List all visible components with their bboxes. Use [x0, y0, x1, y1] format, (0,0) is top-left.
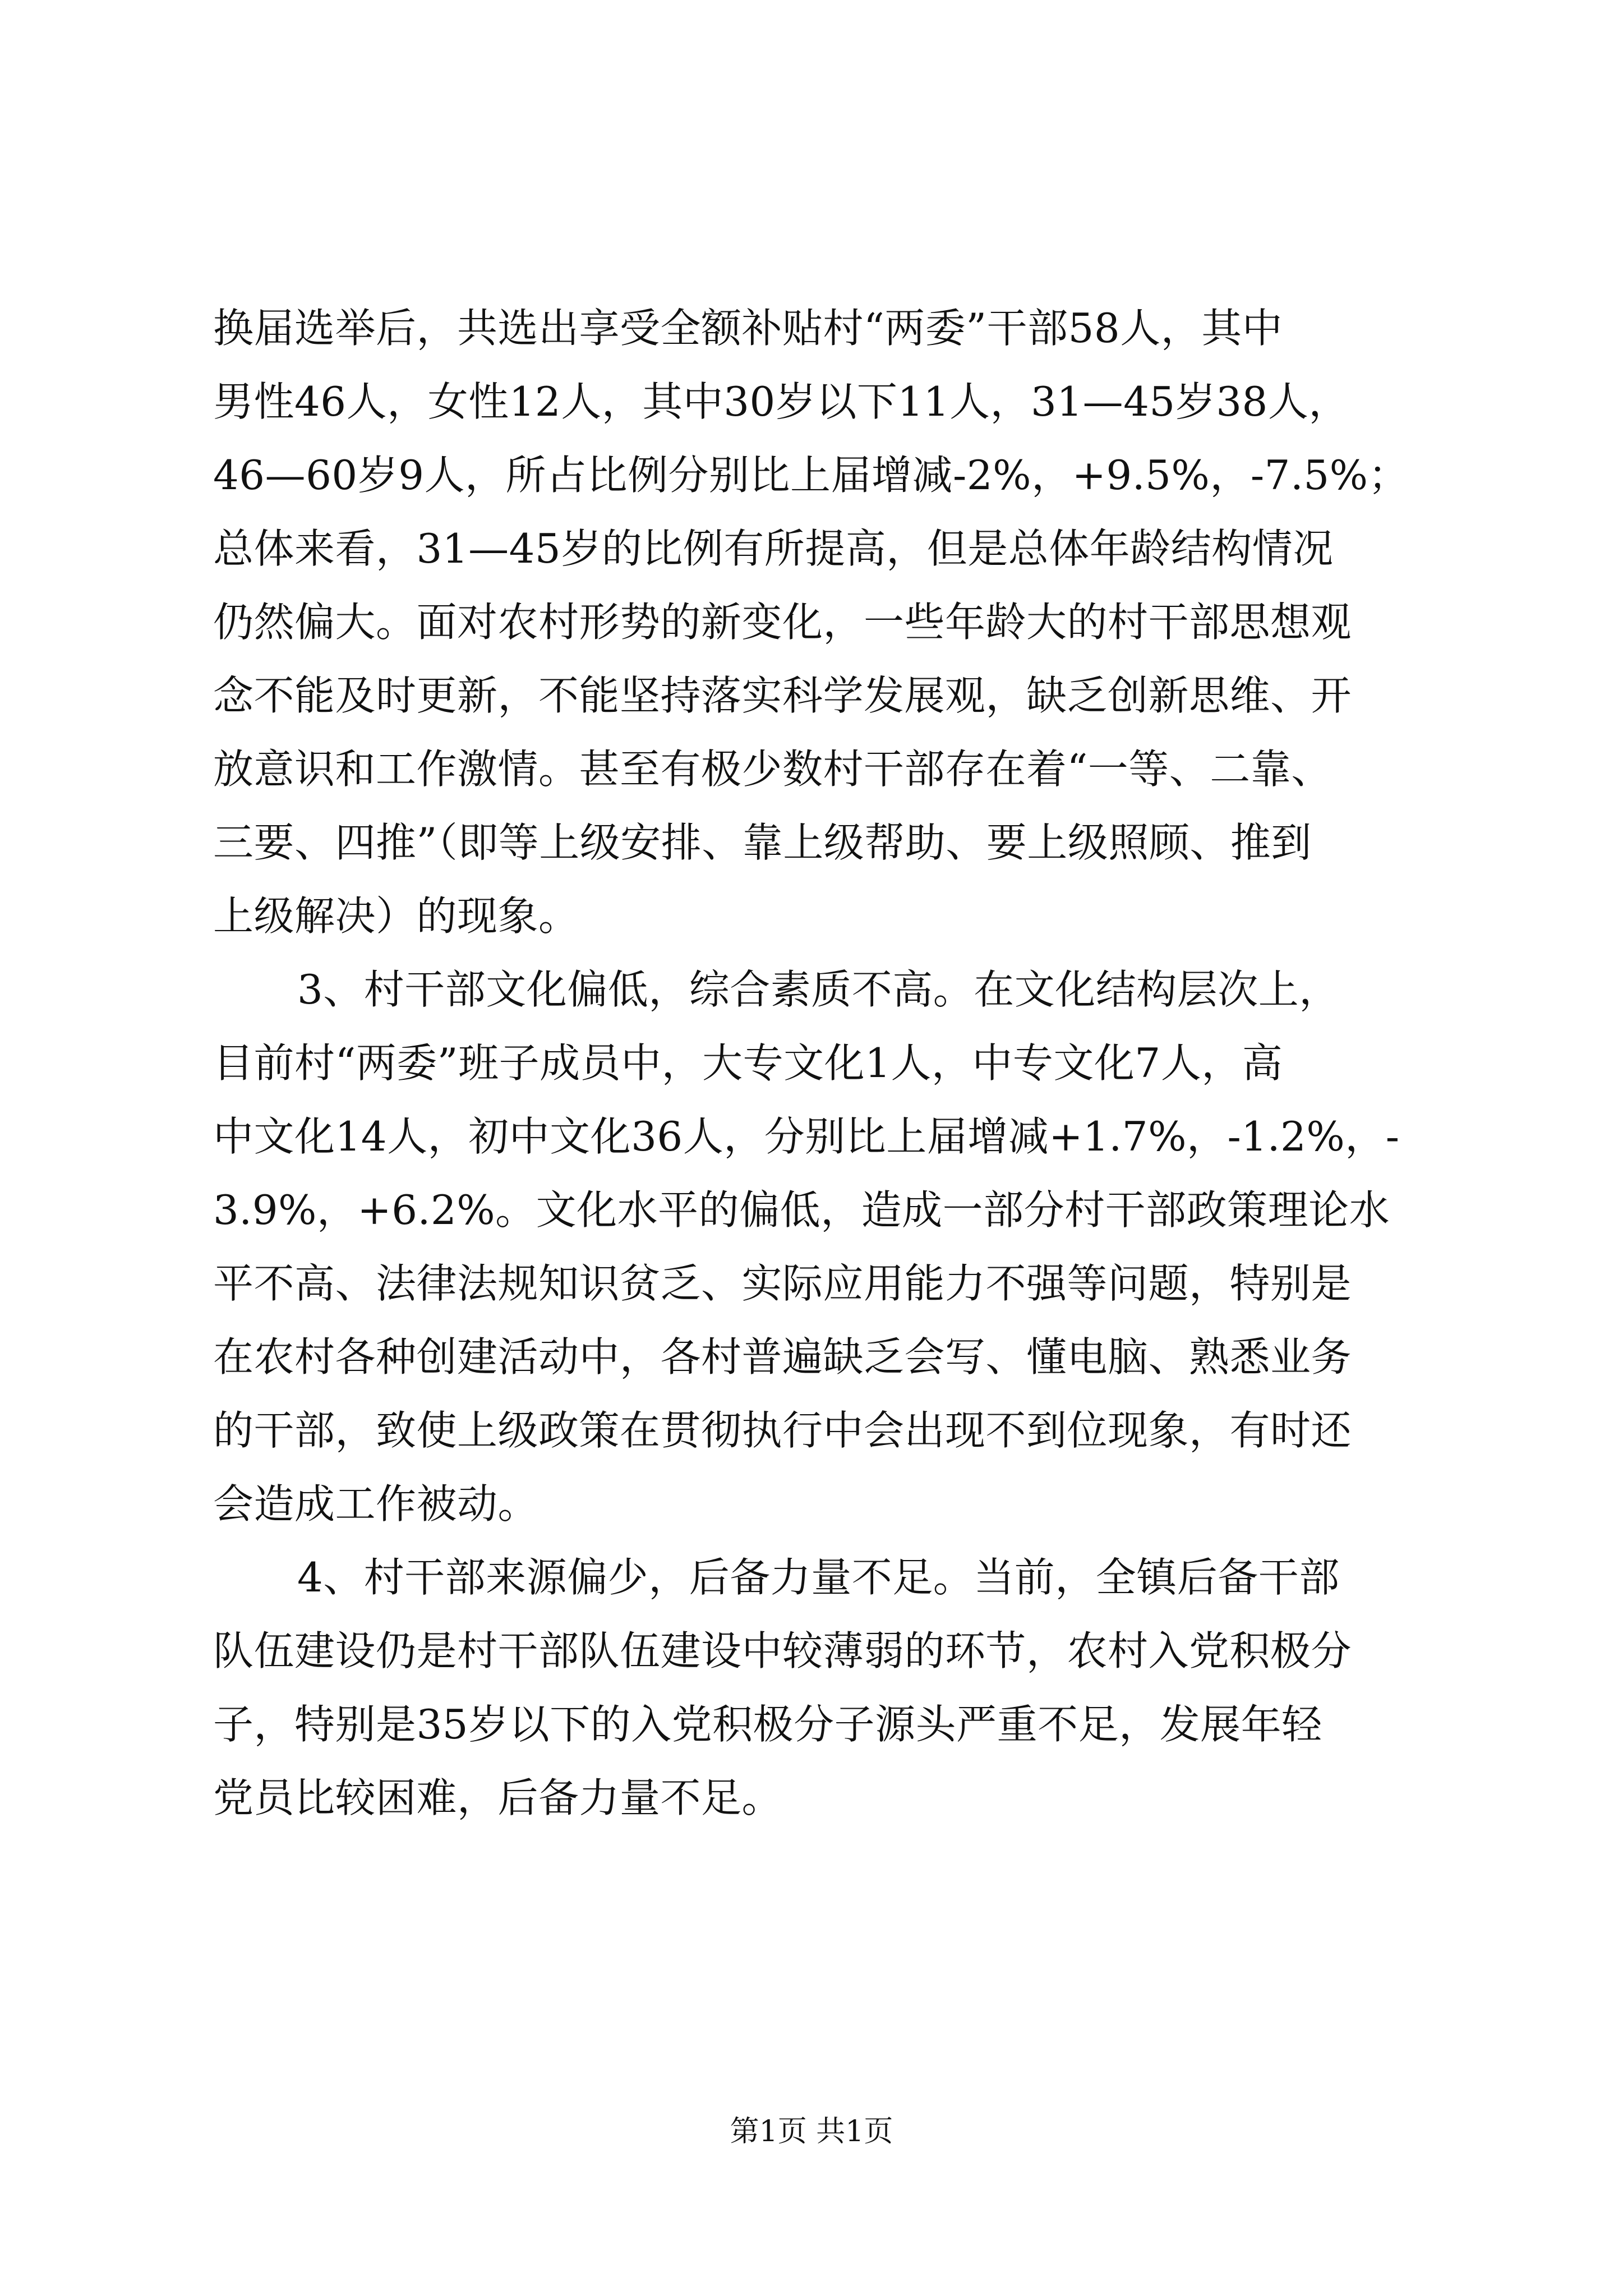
paragraph-line: 中文化14人，初中文化36人，分别比上届增减+1.7%，-1.2%，- [213, 1113, 1400, 1160]
paragraph-line: 子，特别是35岁以下的入党积极分子源头严重不足，发展年轻 [213, 1701, 1322, 1748]
paragraph-line: 46—60岁9人，所占比例分别比上届增减-2%，+9.5%，-7.5%； [213, 452, 1409, 499]
paragraph-line: 三要、四推”（即等上级安排、靠上级帮助、要上级照顾、推到 [213, 819, 1312, 866]
paragraph-line: 总体来看，31—45岁的比例有所提高，但是总体年龄结构情况 [213, 525, 1334, 572]
paragraph-line: 的干部，致使上级政策在贯彻执行中会出现不到位现象，有时还 [213, 1407, 1352, 1454]
page-number-footer: 第1页 共1页 [730, 2115, 893, 2148]
paragraph-line: 男性46人，女性12人，其中30岁以下11人，31—45岁38人， [213, 378, 1349, 425]
paragraph-line: 上级解决）的现象。 [213, 892, 579, 940]
paragraph-line: 平不高、法律法规知识贫乏、实际应用能力不强等问题，特别是 [213, 1260, 1352, 1307]
paragraph-first-line: 4、村干部来源偏少，后备力量不足。当前，全镇后备干部 [297, 1554, 1340, 1601]
paragraph-line: 3.9%，+6.2%。文化水平的偏低，造成一部分村干部政策理论水 [213, 1186, 1390, 1234]
paragraph-line: 党员比较困难，后备力量不足。 [213, 1774, 783, 1821]
paragraph-line: 放意识和工作激情。甚至有极少数村干部存在着“一等、二靠、 [213, 746, 1332, 793]
paragraph-line: 仍然偏大。面对农村形势的新变化，一些年龄大的村干部思想观 [213, 599, 1352, 646]
paragraph-line: 在农村各种创建活动中，各村普遍缺乏会写、懂电脑、熟悉业务 [213, 1333, 1352, 1381]
paragraph-line: 队伍建设仍是村干部队伍建设中较薄弱的环节，农村入党积极分 [213, 1627, 1352, 1674]
paragraph-line: 换届选举后，共选出享受全额补贴村“两委”干部58人，其中 [213, 305, 1283, 352]
paragraph-first-line: 3、村干部文化偏低，综合素质不高。在文化结构层次上， [297, 966, 1340, 1013]
paragraph-line: 会造成工作被动。 [213, 1480, 539, 1527]
paragraph-line: 目前村“两委”班子成员中，大专文化1人，中专文化7人，高 [213, 1039, 1283, 1087]
paragraph-line: 念不能及时更新，不能坚持落实科学发展观，缺乏创新思维、开 [213, 672, 1352, 719]
